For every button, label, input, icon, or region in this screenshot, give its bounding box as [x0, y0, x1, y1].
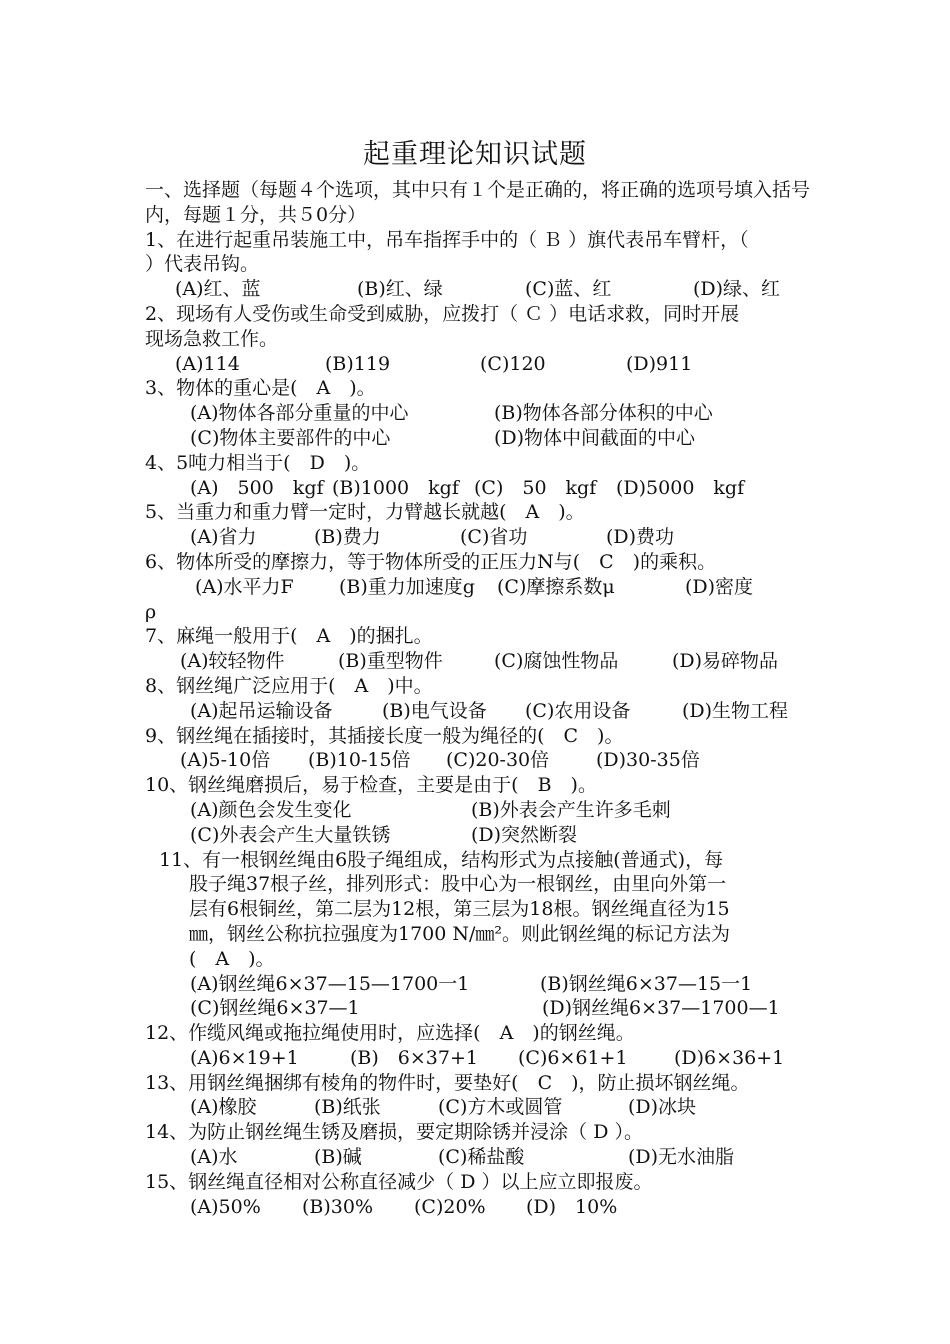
question-3: [145, 376, 815, 450]
option-b: (B)电气设备: [382, 699, 487, 722]
question-stem: 11、有一根钢丝绳由6股子绳组成，结构形式为点接触(普通式)，每: [159, 848, 724, 871]
option-a: (A)50%: [190, 1195, 261, 1218]
section-heading: 一、选择题（每题４个选项，其中只有１个是正确的，将正确的选项号填入括号内，每题１分，共５0分）: [145, 179, 811, 226]
question-stem: 3、物体的重心是( A )。: [145, 377, 376, 400]
question-stem: 5、当重力和重力臂一定时，力臂越长就越( A )。: [145, 501, 585, 524]
page-title: 起重理论知识试题: [363, 139, 587, 170]
option-d: (D)易碎物品: [672, 650, 779, 673]
document-body: [145, 178, 815, 1219]
option-c: (C)腐蚀性物品: [494, 650, 619, 673]
option-c: (C)6×61+1: [518, 1046, 628, 1069]
option-b: (B)重力加速度g: [339, 575, 475, 598]
question-6: [145, 550, 815, 624]
option-d: (D)绿、红: [693, 278, 781, 301]
question-9: [145, 724, 815, 774]
option-row: [145, 352, 815, 377]
option-b: (B)重型物件: [338, 650, 443, 673]
option-d: (D)无水油脂: [628, 1146, 735, 1169]
question-stem: 4、5吨力相当于( D )。: [145, 451, 371, 474]
option-c: (C)省功: [460, 526, 528, 549]
question-stem: 13、用钢丝绳捆绑有棱角的物件时，要垫好( C )，防止损坏钢丝绳。: [145, 1071, 750, 1094]
question-1: [145, 228, 815, 302]
option-a: (A)5-10倍: [180, 749, 271, 772]
option-a: (A)橡胶: [190, 1096, 257, 1119]
option-d: (D)6×36+1: [674, 1046, 785, 1069]
question-7: [145, 624, 815, 674]
option-row: [145, 798, 815, 823]
question-stem: 层有6根铜丝，第二层为12根，第三层为18根。钢丝绳直径为15: [189, 898, 730, 921]
question-10: [145, 773, 815, 847]
option-row: [145, 1145, 815, 1170]
option-b: (B) 6×37+1: [350, 1046, 478, 1069]
option-b: (B)外表会产生许多毛刺: [471, 798, 671, 821]
option-d: (D)密度: [685, 575, 754, 598]
option-d-overflow: ρ: [145, 600, 157, 623]
option-b: (B)钢丝绳6×37—15一1: [540, 972, 753, 995]
option-b: (B)119: [325, 352, 391, 375]
question-stem: 股子绳37根子丝，排列形式：股中心为一根钢丝，由里向外第一: [189, 873, 727, 896]
option-row: [145, 1195, 815, 1220]
option-c: (C)蓝、红: [525, 278, 612, 301]
option-a: (A)水: [190, 1146, 238, 1169]
question-stem: 15、钢丝绳直径相对公称直径减少（ D ）以上应立即报废。: [145, 1170, 653, 1193]
option-row: [145, 699, 815, 724]
option-d: (D)费功: [606, 526, 675, 549]
question-2: [145, 302, 815, 376]
option-a: (A)6×19+1: [190, 1046, 299, 1069]
option-c: (C)物体主要部件的中心: [190, 426, 391, 449]
option-c: (C)农用设备: [525, 699, 631, 722]
question-stem: 10、钢丝绳磨损后，易于检查，主要是由于( B )。: [145, 774, 597, 797]
option-c: (C) 50 kgf: [474, 476, 597, 499]
option-d: (D)钢丝绳6×37—1700—1: [542, 997, 780, 1020]
question-11: [145, 848, 815, 1022]
option-row: [145, 525, 815, 550]
question-14: [145, 1120, 815, 1170]
option-b: (B)碱: [314, 1146, 362, 1169]
option-row: [145, 823, 815, 848]
option-b: (B)纸张: [314, 1096, 381, 1119]
option-row: [145, 401, 815, 426]
option-row: [145, 476, 815, 501]
option-row: [145, 972, 815, 997]
option-row: [145, 996, 815, 1021]
question-stem: ( A )。: [189, 947, 275, 970]
option-c: (C)20-30倍: [446, 749, 550, 772]
option-a: (A)起吊运输设备: [190, 699, 333, 722]
option-c: (C)方木或圆管: [438, 1096, 563, 1119]
option-b: (B)物体各部分体积的中心: [494, 402, 713, 425]
question-stem: 14、为防止钢丝绳生锈及磨损，要定期除锈并浸涂（ D ）。: [145, 1121, 643, 1144]
question-stem: 8、钢丝绳广泛应用于( A )中。: [145, 674, 433, 697]
option-a: (A)较轻物件: [180, 650, 285, 673]
option-c: (C)120: [480, 352, 546, 375]
question-8: [145, 674, 815, 724]
option-d: (D)911: [626, 352, 693, 375]
option-row: [145, 1095, 815, 1120]
option-row: [145, 426, 815, 451]
question-stem: 7、麻绳一般用于( A )的捆扎。: [145, 625, 433, 648]
question-4: [145, 451, 815, 501]
option-b: (B)1000 kgf: [332, 476, 459, 499]
option-c: (C)钢丝绳6×37—1: [190, 997, 360, 1020]
question-stem: 1、在进行起重吊装施工中，吊车指挥手中的（ Ｂ ）旗代表吊车臂杆，（: [145, 228, 749, 251]
option-a: (A)红、蓝: [175, 278, 261, 301]
option-a: (A)114: [175, 352, 240, 375]
option-a: (A)物体各部分重量的中心: [190, 402, 409, 425]
question-12: [145, 1021, 815, 1071]
option-row: [145, 1046, 815, 1071]
option-row: [145, 649, 815, 674]
option-row: [145, 277, 815, 302]
question-5: [145, 500, 815, 550]
question-stem: ）代表吊钩。: [145, 253, 260, 276]
option-c: (C)外表会产生大量铁锈: [190, 823, 391, 846]
option-d: (D) 10%: [526, 1195, 618, 1218]
option-b: (B)红、绿: [357, 278, 443, 301]
option-a: (A)颜色会发生变化: [190, 798, 352, 821]
question-stem: 6、物体所受的摩擦力，等于物体所受的正压力N与( C )的乘积。: [145, 550, 717, 573]
question-stem: 2、现场有人受伤或生命受到威胁，应拨打（ Ｃ ）电话求救，同时开展: [145, 302, 740, 325]
option-b: (B)10-15倍: [308, 749, 411, 772]
option-a: (A)水平力F: [195, 575, 294, 598]
option-d: (D)30-35倍: [596, 749, 700, 772]
question-stem: ㎜，钢丝公称抗拉强度为1700 N/㎜²。则此钢丝绳的标记方法为: [189, 922, 731, 945]
option-d: (D)冰块: [628, 1096, 697, 1119]
option-c: (C)摩擦系数μ: [497, 575, 615, 598]
option-b: (B)30%: [302, 1195, 374, 1218]
option-d: (D)5000 kgf: [616, 476, 745, 499]
question-stem: 现场急救工作。: [145, 327, 279, 350]
option-d: (D)物体中间截面的中心: [494, 426, 696, 449]
option-d: (D)生物工程: [682, 699, 789, 722]
question-stem: 12、作缆风绳或拖拉绳使用时，应选择( A )的钢丝绳。: [145, 1022, 635, 1045]
option-a: (A)钢丝绳6×37—15—1700一1: [190, 972, 470, 995]
option-c: (C)20%: [414, 1195, 486, 1218]
option-row: [145, 748, 815, 773]
option-d: (D)突然断裂: [471, 823, 578, 846]
question-15: [145, 1170, 815, 1220]
option-b: (B)费力: [314, 526, 381, 549]
question-stem: 9、钢丝绳在插接时，其插接长度一般为绳径的( C )。: [145, 724, 624, 747]
question-13: [145, 1071, 815, 1121]
option-c: (C)稀盐酸: [438, 1146, 525, 1169]
option-a: (A) 500 kgf: [190, 476, 324, 499]
option-a: (A)省力: [190, 526, 257, 549]
option-row: [145, 575, 815, 600]
